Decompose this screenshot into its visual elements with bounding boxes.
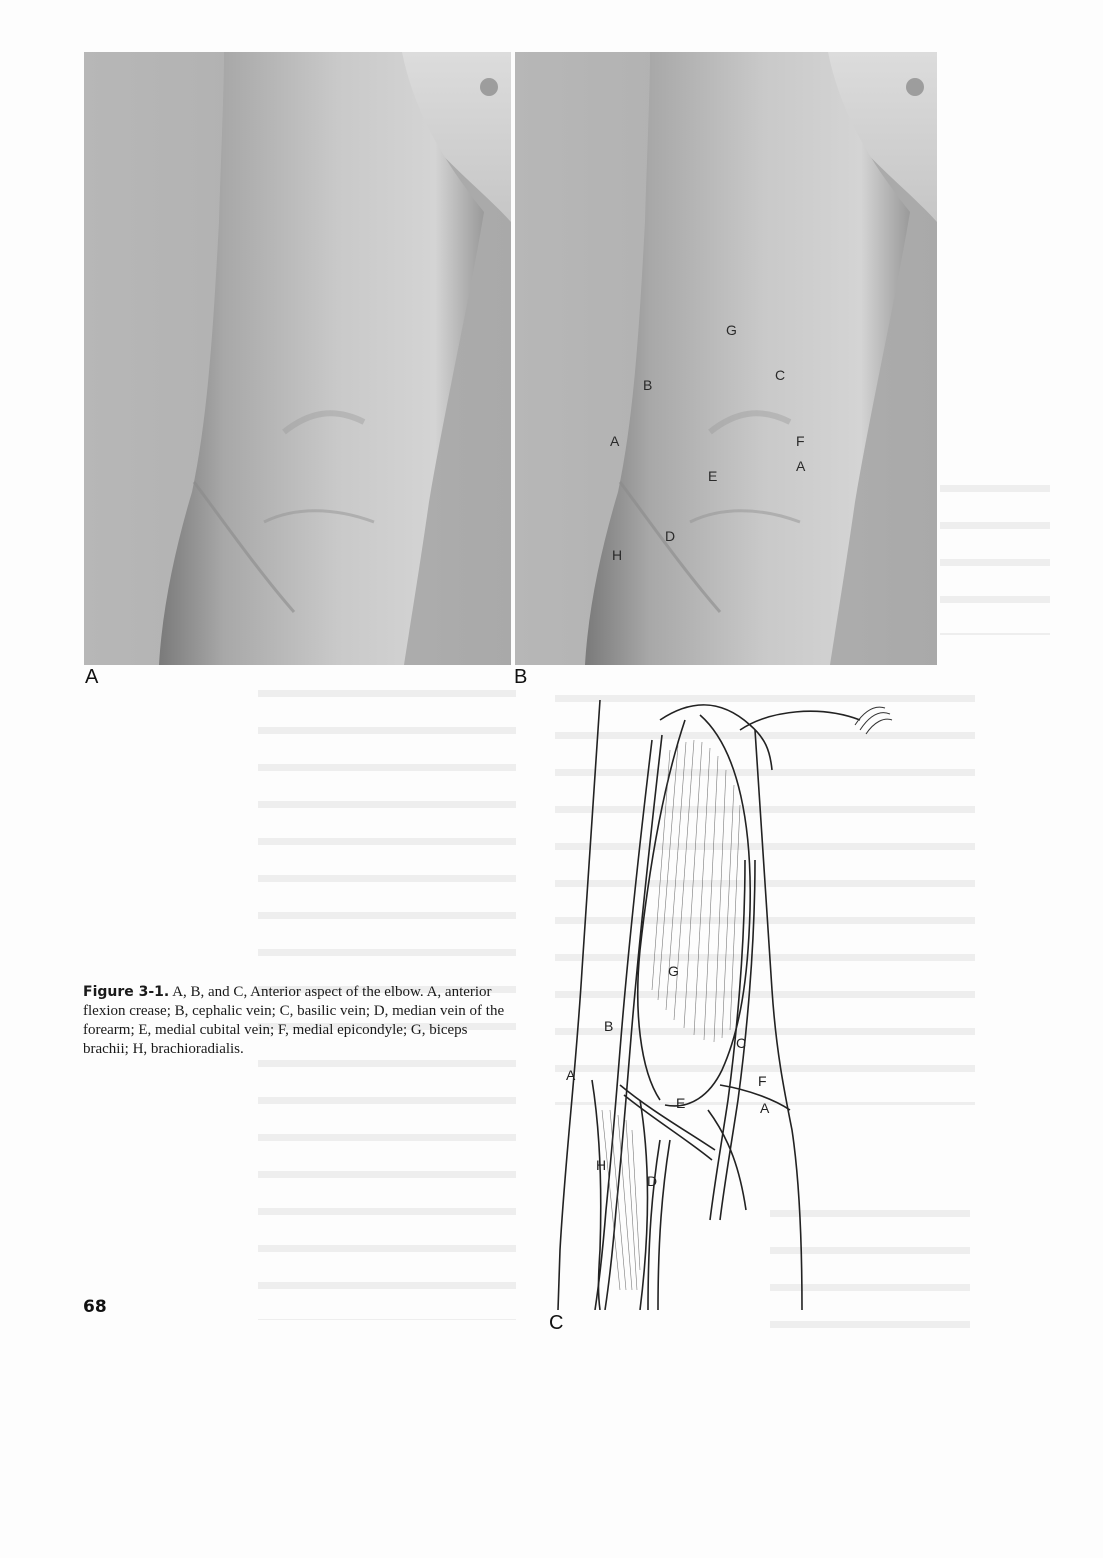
- photo-b-label-d: D: [665, 528, 676, 544]
- show-through-text-right-margin: [940, 455, 1050, 635]
- drawing-label-c: C: [736, 1035, 747, 1051]
- panel-label-a: A: [85, 666, 99, 688]
- figure-caption-title: Figure 3-1.: [83, 984, 170, 1000]
- photo-b-label-f: F: [796, 433, 805, 449]
- drawing-label-f: F: [758, 1073, 767, 1089]
- photo-b-label-a-right: A: [796, 458, 806, 474]
- drawing-label-b: B: [604, 1018, 614, 1034]
- drawing-label-g: G: [668, 963, 679, 979]
- photo-b-label-g: G: [726, 322, 737, 338]
- figure-caption: [83, 983, 513, 1059]
- photo-panel-b: [515, 52, 937, 665]
- drawing-label-e: E: [676, 1095, 686, 1111]
- anatomical-drawing-c: [540, 690, 920, 1310]
- page-number: 68: [83, 1297, 107, 1317]
- drawing-label-a-left: A: [566, 1067, 576, 1083]
- drawing-label-a-right: A: [760, 1100, 770, 1116]
- photo-b-label-b: B: [643, 377, 653, 393]
- photo-b-label-e: E: [708, 468, 718, 484]
- photo-panel-a: [84, 52, 511, 665]
- photo-b-label-h: H: [612, 547, 623, 563]
- figure-caption-text: A, B, and C, Anterior aspect of the elbow. A, anterior flexion crease; B, cephalic vein; C, basilic vein; D, median vein of the forearm; E, medial cubital vein; F, medial epicondyle; G, biceps brachii; H, brachioradialis.: [83, 984, 505, 1057]
- panel-label-b: B: [514, 666, 528, 688]
- drawing-label-h: H: [596, 1157, 607, 1173]
- panel-label-c: C: [549, 1312, 564, 1334]
- photo-b-label-a-left: A: [610, 433, 620, 449]
- drawing-label-d: D: [647, 1173, 658, 1189]
- photo-b-label-c: C: [775, 367, 786, 383]
